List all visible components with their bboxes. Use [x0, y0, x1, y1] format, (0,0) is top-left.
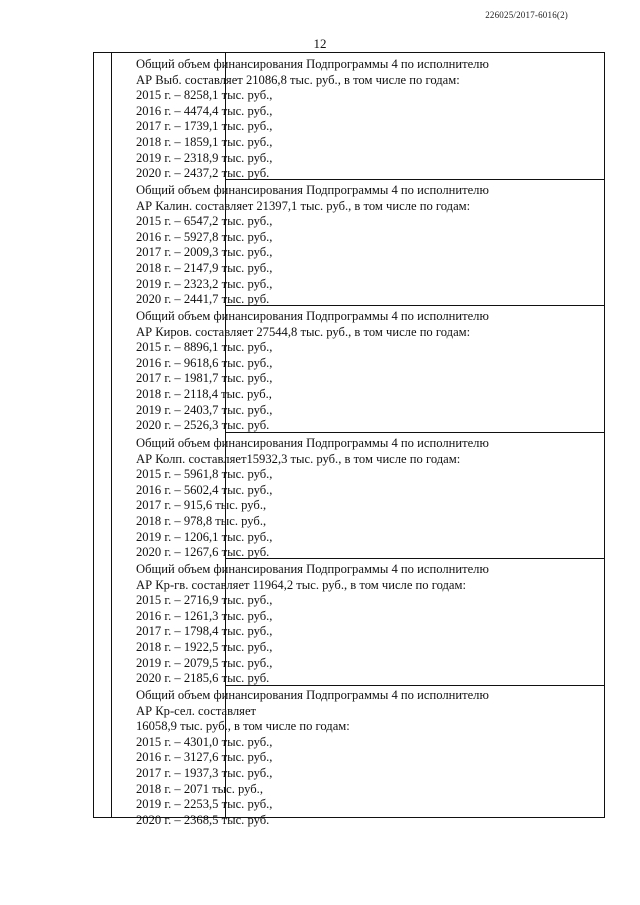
year-amount: 2018 г. – 1922,5 тыс. руб., — [136, 639, 273, 654]
document-code: 226025/2017-6016(2) — [485, 10, 568, 20]
year-amount: 2018 г. – 1859,1 тыс. руб., — [136, 134, 273, 149]
year-amount: 2017 г. – 915,6 тыс. руб., — [136, 498, 267, 513]
year-amount: 2020 г. – 2368,5 тыс. руб. — [136, 812, 270, 827]
block-heading-line: АР Колп. составляет15932,3 тыс. руб., в том числе по годам: — [136, 451, 461, 466]
block-heading-line: АР Кр-гв. составляет 11964,2 тыс. руб., в том числе по годам: — [136, 577, 466, 592]
column-divider — [111, 53, 112, 817]
year-amount: 2016 г. – 3127,6 тыс. руб., — [136, 750, 273, 765]
block-heading-line: Общий объем финансирования Подпрограммы 4 по исполнителю — [136, 688, 489, 702]
block-heading-line: АР Выб. составляет 21086,8 тыс. руб., в том числе по годам: — [136, 72, 460, 87]
year-amount: 2020 г. – 2437,2 тыс. руб. — [136, 166, 270, 181]
year-amount: 2019 г. – 2079,5 тыс. руб., — [136, 655, 273, 670]
year-amount: 2015 г. – 8896,1 тыс. руб., — [136, 340, 273, 355]
year-amount: 2015 г. – 6547,2 тыс. руб., — [136, 214, 273, 229]
year-amount: 2018 г. – 2071 тыс. руб., — [136, 781, 263, 796]
year-amount: 2015 г. – 4301,0 тыс. руб., — [136, 734, 273, 749]
block-heading-line: Общий объем финансирования Подпрограммы 4 по исполнителю — [136, 57, 489, 71]
year-amount: 2016 г. – 9618,6 тыс. руб., — [136, 355, 273, 370]
block-heading-line: Общий объем финансирования Подпрограммы 4 по исполнителю — [136, 309, 489, 323]
year-amount: 2017 г. – 1798,4 тыс. руб., — [136, 624, 273, 639]
year-amount: 2016 г. – 4474,4 тыс. руб., — [136, 103, 273, 118]
block-heading-line: АР Калин. составляет 21397,1 тыс. руб., в том числе по годам: — [136, 198, 471, 213]
year-amount: 2019 г. – 2403,7 тыс. руб., — [136, 402, 273, 417]
year-amount: 2017 г. – 1937,3 тыс. руб., — [136, 765, 273, 780]
year-amount: 2020 г. – 2526,3 тыс. руб. — [136, 418, 270, 433]
year-amount: 2018 г. – 2118,4 тыс. руб., — [136, 386, 272, 401]
year-amount: 2020 г. – 2441,7 тыс. руб. — [136, 292, 270, 307]
block-heading-line: 16058,9 тыс. руб., в том числе по годам: — [136, 719, 350, 734]
funding-block — [136, 57, 634, 182]
year-amount: 2017 г. – 1739,1 тыс. руб., — [136, 119, 273, 134]
year-amount: 2019 г. – 1206,1 тыс. руб., — [136, 529, 273, 544]
funding-block — [136, 562, 634, 687]
year-amount: 2017 г. – 1981,7 тыс. руб., — [136, 371, 273, 386]
year-amount: 2020 г. – 2185,6 тыс. руб. — [136, 671, 270, 686]
year-amount: 2015 г. – 2716,9 тыс. руб., — [136, 593, 273, 608]
block-heading-line: АР Киров. составляет 27544,8 тыс. руб., в том числе по годам: — [136, 324, 471, 339]
year-amount: 2015 г. – 8258,1 тыс. руб., — [136, 88, 273, 103]
block-heading-line: Общий объем финансирования Подпрограммы 4 по исполнителю — [136, 562, 489, 576]
funding-block — [136, 183, 634, 308]
year-amount: 2018 г. – 2147,9 тыс. руб., — [136, 260, 273, 275]
year-amount: 2015 г. – 5961,8 тыс. руб., — [136, 467, 273, 482]
funding-block — [136, 309, 634, 434]
year-amount: 2019 г. – 2318,9 тыс. руб., — [136, 150, 273, 165]
year-amount: 2016 г. – 1261,3 тыс. руб., — [136, 608, 273, 623]
funding-block — [136, 688, 634, 828]
page-number: 12 — [313, 36, 327, 51]
block-heading-line: Общий объем финансирования Подпрограммы 4 по исполнителю — [136, 183, 489, 197]
year-amount: 2018 г. – 978,8 тыс. руб., — [136, 513, 267, 528]
year-amount: 2017 г. – 2009,3 тыс. руб., — [136, 245, 273, 260]
funding-block — [136, 436, 634, 561]
year-amount: 2016 г. – 5602,4 тыс. руб., — [136, 482, 273, 497]
year-amount: 2020 г. – 1267,6 тыс. руб. — [136, 545, 270, 560]
year-amount: 2019 г. – 2253,5 тыс. руб., — [136, 797, 273, 812]
year-amount: 2019 г. – 2323,2 тыс. руб., — [136, 276, 273, 291]
block-heading-line: Общий объем финансирования Подпрограммы 4 по исполнителю — [136, 436, 489, 450]
year-amount: 2016 г. – 5927,8 тыс. руб., — [136, 229, 273, 244]
block-heading-line: АР Кр-сел. составляет — [136, 703, 257, 718]
